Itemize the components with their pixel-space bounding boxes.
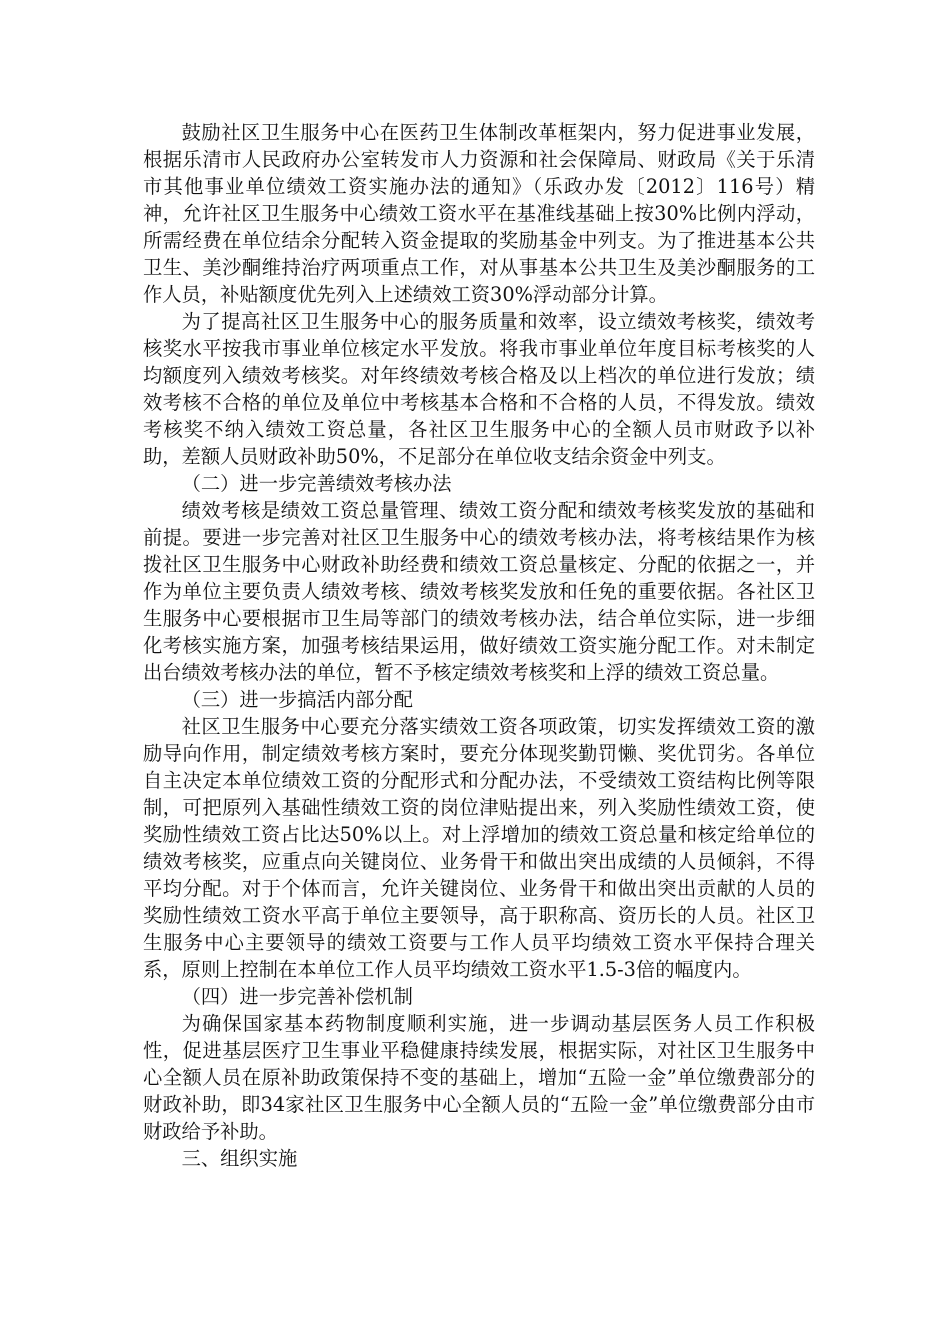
section-heading-3: （三）进一步搞活内部分配 <box>181 688 413 711</box>
document-body <box>143 119 815 1172</box>
paragraph-performance-assessment-award: 为了提高社区卫生服务中心的服务质量和效率，设立绩效考核奖，绩效考核奖水平按我市事业单位核定水平发放。将我市事业单位年度目标考核奖的人均额度列入绩效考核奖。对年终绩效考核合格及以上档次的单位进行发放；绩效考核不合格的单位及单位中考核基本合格和不合格的人员，不得发放。绩效考核奖不纳入绩效工资总量，各社区卫生服务中心的全额人员市财政予以补助，差额人员财政补助50%，不足部分在单位收支结余资金中列支。 <box>143 310 815 468</box>
paragraph-compensation-mechanism: 为确保国家基本药物制度顺利实施，进一步调动基层医务人员工作积极性，促进基层医疗卫生事业平稳健康持续发展，根据实际，对社区卫生服务中心全额人员在原补助政策保持不变的基础上，增加“五险一金”单位缴费部分的财政补助，即34家社区卫生服务中心全额人员的“五险一金”单位缴费部分由市财政给予补助。 <box>143 1012 815 1143</box>
section-heading-three: 三、组织实施 <box>181 1147 298 1170</box>
paragraph-floating-performance-pay: 鼓励社区卫生服务中心在医药卫生体制改革框架内，努力促进事业发展，根据乐清市人民政府办公室转发市人力资源和社会保障局、财政局《关于乐清市其他事业单位绩效工资实施办法的通知》（乐政办发〔2012〕116号）精神，允许社区卫生服务中心绩效工资水平在基准线基础上按30%比例内浮动，所需经费在单位结余分配转入资金提取的奖励基金中列支。为了推进基本公共卫生、美沙酮维持治疗两项重点工作，对从事基本公共卫生及美沙酮服务的工作人员，补贴额度优先列入上述绩效工资30%浮动部分计算。 <box>143 121 815 306</box>
section-heading-2: （二）进一步完善绩效考核办法 <box>181 472 452 495</box>
paragraph-internal-distribution: 社区卫生服务中心要充分落实绩效工资各项政策，切实发挥绩效工资的激励导向作用，制定绩效考核方案时，要充分体现奖勤罚懒、奖优罚劣。各单位自主决定本单位绩效工资的分配形式和分配办法，不受绩效工资结构比例等限制，可把原列入基础性绩效工资的岗位津贴提出来，列入奖励性绩效工资，使奖励性绩效工资占比达50%以上。对上浮增加的绩效工资总量和核定给单位的绩效考核奖，应重点向关键岗位、业务骨干和做出突出成绩的人员倾斜，不得平均分配。对于个体而言，允许关键岗位、业务骨干和做出突出贡献的人员的奖励性绩效工资水平高于单位主要领导，高于职称高、资历长的人员。社区卫生服务中心主要领导的绩效工资要与工作人员平均绩效工资水平保持合理关系，原则上控制在本单位工作人员平均绩效工资水平1.5-3倍的幅度内。 <box>143 715 815 981</box>
section-heading-4: （四）进一步完善补偿机制 <box>181 985 413 1008</box>
paragraph-assessment-method: 绩效考核是绩效工资总量管理、绩效工资分配和绩效考核奖发放的基础和前提。要进一步完善对社区卫生服务中心的绩效考核办法，将考核结果作为核拨社区卫生服务中心财政补助经费和绩效工资总量核定、分配的依据之一，并作为单位主要负责人绩效考核、绩效考核奖发放和任免的重要依据。各社区卫生服务中心要根据市卫生局等部门的绩效考核办法，结合单位实际，进一步细化考核实施方案，加强考核结果运用，做好绩效工资实施分配工作。对未制定出台绩效考核办法的单位，暂不予核定绩效考核奖和上浮的绩效工资总量。 <box>143 499 815 684</box>
